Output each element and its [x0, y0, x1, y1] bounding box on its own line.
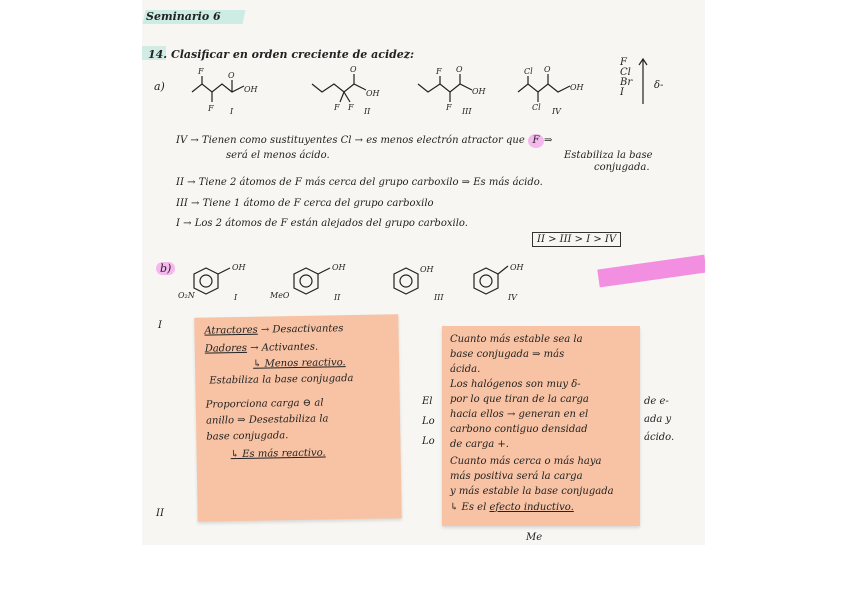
sticky-note-right [442, 326, 640, 526]
mol4-cl-top: Cl [524, 67, 533, 76]
bg-fragment-2: ada y [644, 414, 672, 425]
bg-fragment-3: ácido. [644, 432, 675, 443]
sticky-right-l8: de carga +. [450, 439, 509, 450]
sticky-left-l8: ↳ Es más reactivo. [230, 447, 326, 461]
mol-a-label-3: III [462, 107, 472, 116]
sticky-note-left [194, 314, 402, 522]
mol4-oh: OH [570, 83, 584, 92]
mol-a-label-1: I [230, 107, 234, 116]
mol3-oh: OH [472, 87, 486, 96]
note-line1c: Estabiliza la base [564, 150, 653, 161]
mol4-o: O [544, 65, 551, 74]
delta-minus-symbol: δ- [654, 80, 664, 91]
sticky-right-l10: más positiva será la carga [450, 471, 583, 482]
part-a-label: a) [154, 80, 165, 93]
sticky-left-l7: base conjugada. [206, 430, 289, 443]
mol1-o: O [228, 71, 235, 80]
mol3-o: O [456, 65, 463, 74]
note-line1: IV → Tienen como sustituyentes Cl → es menos electrón atractor que F ⇒ [176, 135, 553, 146]
note-line1b: será el menos ácido. [226, 150, 330, 161]
sticky-right-l6: hacia ellos → generan en el [450, 409, 589, 420]
sticky-right-l7: carbono contiguo densidad [450, 424, 588, 435]
sticky-left-l1: Atractores → Desactivantes [204, 323, 344, 337]
mol2-o: O [350, 65, 357, 74]
mol-b-label-1: I [234, 293, 238, 302]
notebook-page [142, 0, 705, 545]
sticky-left-l2: Dadores → Activantes. [204, 341, 319, 355]
bg-roman-2: II [156, 508, 164, 519]
sticky-left-l3: ↳ Menos reactivo. [252, 357, 346, 370]
mol-b-label-4: IV [508, 293, 517, 302]
sticky-left-l6: anillo ⇒ Desestabiliza la [205, 413, 329, 427]
molb2-meo: MeO [270, 291, 290, 300]
halogen-scale: F Cl Br I [620, 57, 633, 98]
note-line2: II → Tiene 2 átomos de F más cerca del grupo carboxilo ⇒ Es más ácido. [176, 177, 543, 188]
molb3-oh: OH [420, 265, 434, 274]
mol-b-label-2: II [334, 293, 341, 302]
mol1-oh: OH [244, 85, 258, 94]
bg-fragment-5: Lo [422, 416, 435, 427]
pink-highlighter-mark [597, 255, 705, 288]
sticky-right-l9: Cuanto más cerca o más haya [450, 456, 602, 467]
bg-fragment-6: Lo [422, 436, 435, 447]
note-line1d: conjugada. [594, 162, 650, 173]
mol3-f-bottom: F [446, 103, 452, 112]
molb1-oh: OH [232, 263, 246, 272]
mol2-oh: OH [366, 89, 380, 98]
page-title: Seminario 6 [146, 10, 221, 23]
sticky-right-l4: Los halógenos son muy δ- [450, 379, 581, 390]
mol-a-label-2: II [364, 107, 371, 116]
molb1-no2: O₂N [178, 291, 195, 300]
mol2-f1: F [334, 103, 340, 112]
mol1-f-bottom: F [208, 104, 214, 113]
mol-a-label-4: IV [552, 107, 561, 116]
note-line3: III → Tiene 1 átomo de F cerca del grupo carboxilo [176, 198, 434, 209]
mol3-f-top: F [436, 67, 442, 76]
bg-fragment-7: Me [526, 532, 543, 543]
sticky-right-l11: y más estable la base conjugada [450, 486, 614, 497]
exercise-prompt: 14. Clasificar en orden creciente de acidez: [148, 48, 415, 61]
acidity-order-box: II > III > I > IV [532, 232, 621, 247]
molb2-oh: OH [332, 263, 346, 272]
sticky-right-l5: por lo que tiran de la carga [450, 394, 589, 405]
mol2-f2: F [348, 103, 354, 112]
sticky-left-l5: Proporciona carga ⊖ al [205, 397, 324, 411]
bg-fragment-1: de e- [644, 396, 669, 407]
part-b-label: b) [156, 262, 175, 275]
bg-roman-1: I [158, 320, 162, 331]
sticky-left-l4: Estabiliza la base conjugada [209, 373, 354, 387]
up-arrow-icon [636, 56, 650, 106]
mol4-cl-bottom: Cl [532, 103, 541, 112]
sticky-right-l2: base conjugada ⇒ más [450, 349, 565, 360]
mol1-f-top: F [198, 67, 204, 76]
sticky-right-l12: ↳ Es el efecto inductivo. [450, 502, 574, 513]
sticky-right-l1: Cuanto más estable sea la [450, 334, 583, 345]
sticky-right-l3: ácida. [450, 364, 481, 375]
molecules-part-a [182, 62, 602, 118]
mol-b-label-3: III [434, 293, 444, 302]
note-line4: I → Los 2 átomos de F están alejados del grupo carboxilo. [176, 218, 468, 229]
molecules-part-b [178, 254, 578, 304]
molb4-oh: OH [510, 263, 524, 272]
bg-fragment-4: El [422, 396, 433, 407]
